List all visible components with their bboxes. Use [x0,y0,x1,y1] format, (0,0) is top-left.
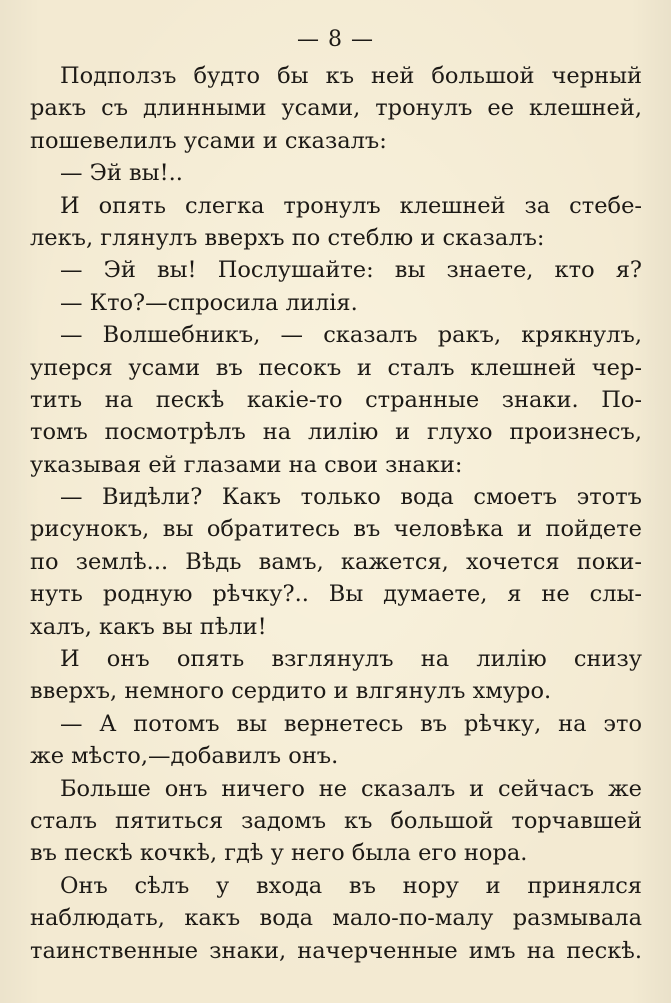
text-line: уперся усами въ песокъ и сталъ клешней чер- [30,354,642,381]
text-line: рисунокъ, вы обратитесь въ человѣка и пойдете [30,516,642,543]
text-line: таинственные знаки, начерченные имъ на пескѣ. [30,937,642,964]
text-line: И онъ опять взглянулъ на лилію снизу [60,646,642,673]
text-line: — Волшебникъ, — сказалъ ракъ, крякнулъ, [60,322,642,349]
text-line: наблюдать, какъ вода мало-по-малу размывала [30,905,642,932]
text-line: томъ посмотрѣлъ на лилію и глухо произнесъ, [30,419,642,446]
page-number: — 8 — [297,27,374,52]
text-line: по землѣ... Вѣдь вамъ, кажется, хочется поки- [30,548,642,575]
text-line: халъ, какъ вы пѣли! [30,613,267,640]
text-line: ракъ съ длинными усами, тронулъ ее клешней, [30,95,642,122]
text-line: вверхъ, немного сердито и влгянулъ хмуро. [30,678,552,705]
text-line: же мѣсто,—добавилъ онъ. [30,743,339,770]
text-line: — А потомъ вы вернетесь въ рѣчку, на это [60,710,642,737]
text-line: Подползъ будто бы къ ней большой черный [60,63,642,89]
text-line: пошевелилъ усами и сказалъ: [30,127,387,154]
text-line: сталъ пятиться задомъ къ большой торчавшей [30,807,642,834]
text-line: — Эй вы!.. [60,160,183,187]
body-text [30,60,642,967]
text-line: въ пескѣ кочкѣ, гдѣ у него была его нора. [30,840,528,867]
text-line: нуть родную рѣчку?.. Вы думаете, я не слы- [30,581,642,608]
text-line: тить на пескѣ какіе-то странные знаки. По- [30,386,642,413]
text-line: — Видѣли? Какъ только вода смоетъ этотъ [60,484,642,511]
text-line: Больше онъ ничего не сказалъ и сейчасъ же [60,775,642,802]
text-line: Онъ сѣлъ у входа въ нору и принялся [60,872,642,899]
text-line: — Эй вы! Послушайте: вы знаете, кто я? [60,257,642,284]
text-line: И опять слегка тронулъ клешней за стебе- [60,192,642,219]
text-line: указывая ей глазами на свои знаки: [30,451,463,478]
text-line: лекъ, глянулъ вверхъ по стеблю и сказалъ: [30,224,545,251]
text-line: — Кто?—спросила лилія. [60,289,358,316]
